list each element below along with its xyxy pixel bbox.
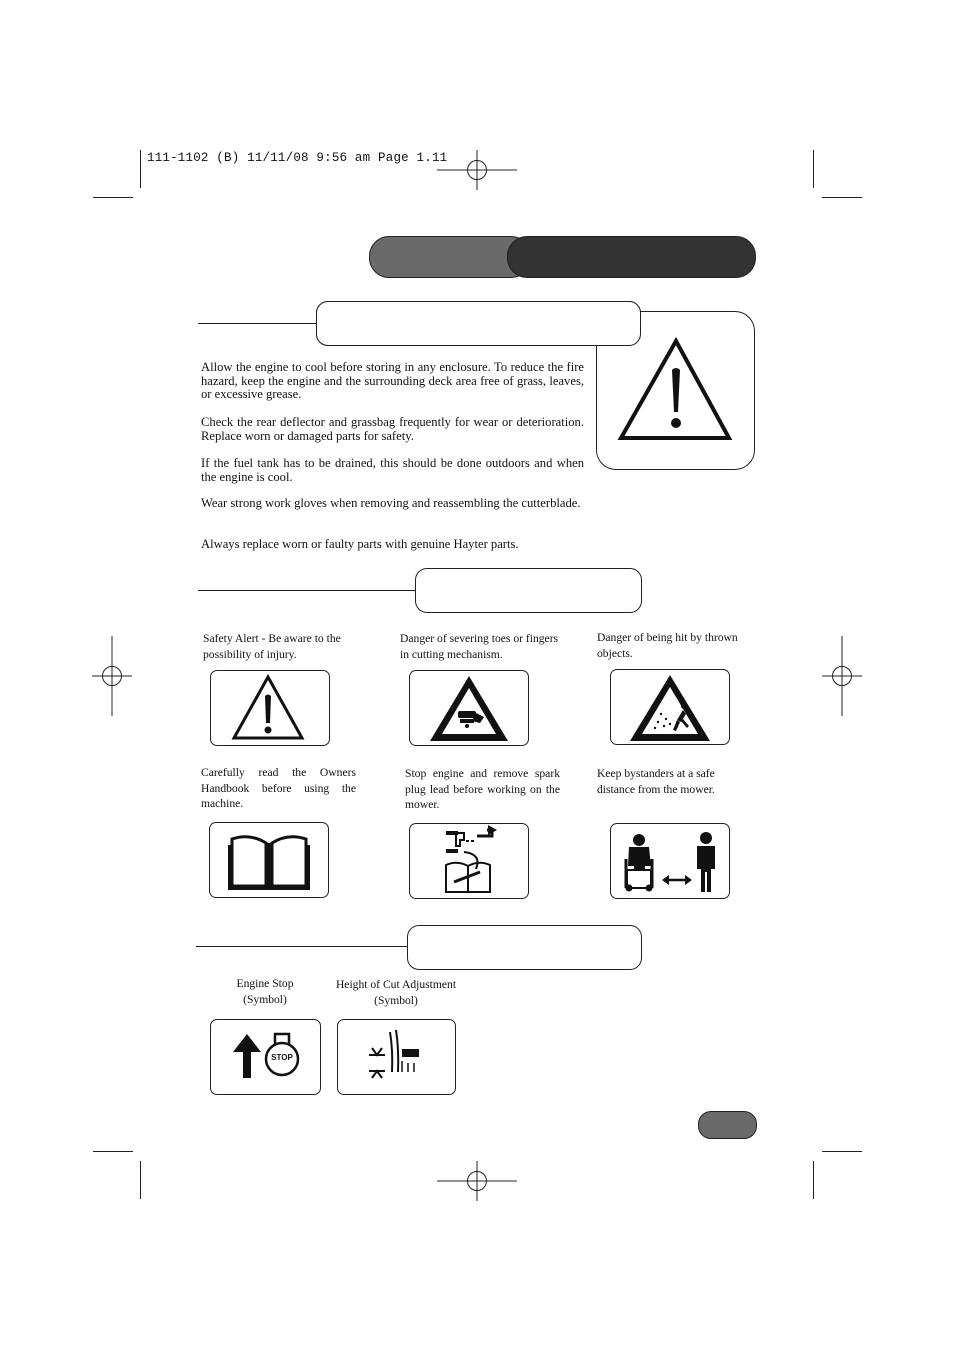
section-rule-1 xyxy=(198,323,316,324)
safety-paragraph: Check the rear deflector and grassbag frequently for wear or deterioration. Replace worn or damaged parts for safety. xyxy=(201,415,584,443)
symbol-caption: Keep bystanders at a safe distance from the mower. xyxy=(597,767,715,796)
print-slug: 111-1102 (B) 11/11/08 9:56 am Page 1.11 xyxy=(147,151,448,165)
header-tab-right xyxy=(507,236,756,278)
control-caption xyxy=(210,976,320,1007)
safety-paragraph: Wear strong work gloves when removing and reassembling the cutterblade. xyxy=(201,496,581,510)
symbol-caption: Stop engine and remove spark plug lead before working on the mower. xyxy=(405,767,560,811)
registration-target-bottom xyxy=(437,1161,517,1201)
control-caption-line: (Symbol) xyxy=(374,993,418,1007)
safety-paragraph: Always replace worn or faulty parts with genuine Hayter parts. xyxy=(201,537,519,551)
section-rule-2 xyxy=(198,590,415,591)
control-caption-line: (Symbol) xyxy=(243,992,287,1006)
spark-plug-lead-symbol xyxy=(409,823,529,899)
safety-paragraph: If the fuel tank has to be drained, this should be done outdoors and when the engine is cool. xyxy=(201,456,584,484)
control-caption-line: Engine Stop xyxy=(236,977,294,990)
registration-target-top xyxy=(437,150,517,190)
section-heading-box-1-front xyxy=(316,301,641,346)
bystanders-distance-icon xyxy=(611,824,729,898)
engine-stop-symbol xyxy=(210,1019,321,1095)
handbook-icon xyxy=(210,823,328,897)
handbook-symbol xyxy=(209,822,329,898)
symbol-caption: Safety Alert - Be aware to the possibility of injury. xyxy=(203,632,341,661)
safety-paragraph: Allow the engine to cool before storing in any enclosure. To reduce the fire hazard, keep the engine and the surrounding deck area free of grass, leaves, or excessive grease. xyxy=(201,360,584,401)
spark-plug-lead-icon xyxy=(410,824,528,898)
safety-alert-symbol xyxy=(210,670,330,746)
bystanders-distance-symbol xyxy=(610,823,730,899)
symbol-caption: Carefully read the Owners Handbook before using the machine. xyxy=(201,766,356,810)
thrown-objects-symbol xyxy=(610,669,730,745)
symbol-caption: Danger of being hit by thrown objects. xyxy=(597,631,738,660)
page-number-pill xyxy=(698,1111,757,1139)
control-caption xyxy=(326,977,466,1008)
height-of-cut-symbol xyxy=(337,1019,456,1095)
section-heading-box-3 xyxy=(407,925,642,970)
section-heading-box-2 xyxy=(415,568,642,613)
registration-target-right xyxy=(822,636,862,716)
height-of-cut-icon xyxy=(338,1020,455,1094)
section-rule-3 xyxy=(196,946,407,947)
control-caption-line: Height of Cut Adjustment xyxy=(335,978,457,991)
safety-alert-icon xyxy=(211,671,329,745)
registration-target-left xyxy=(92,636,132,716)
symbol-caption: Danger of severing toes or fingers in cutting mechanism. xyxy=(400,632,559,661)
severing-danger-symbol xyxy=(409,670,529,746)
stop-label: STOP xyxy=(271,1053,293,1062)
thrown-objects-icon xyxy=(611,670,729,744)
severing-danger-icon xyxy=(410,671,528,745)
